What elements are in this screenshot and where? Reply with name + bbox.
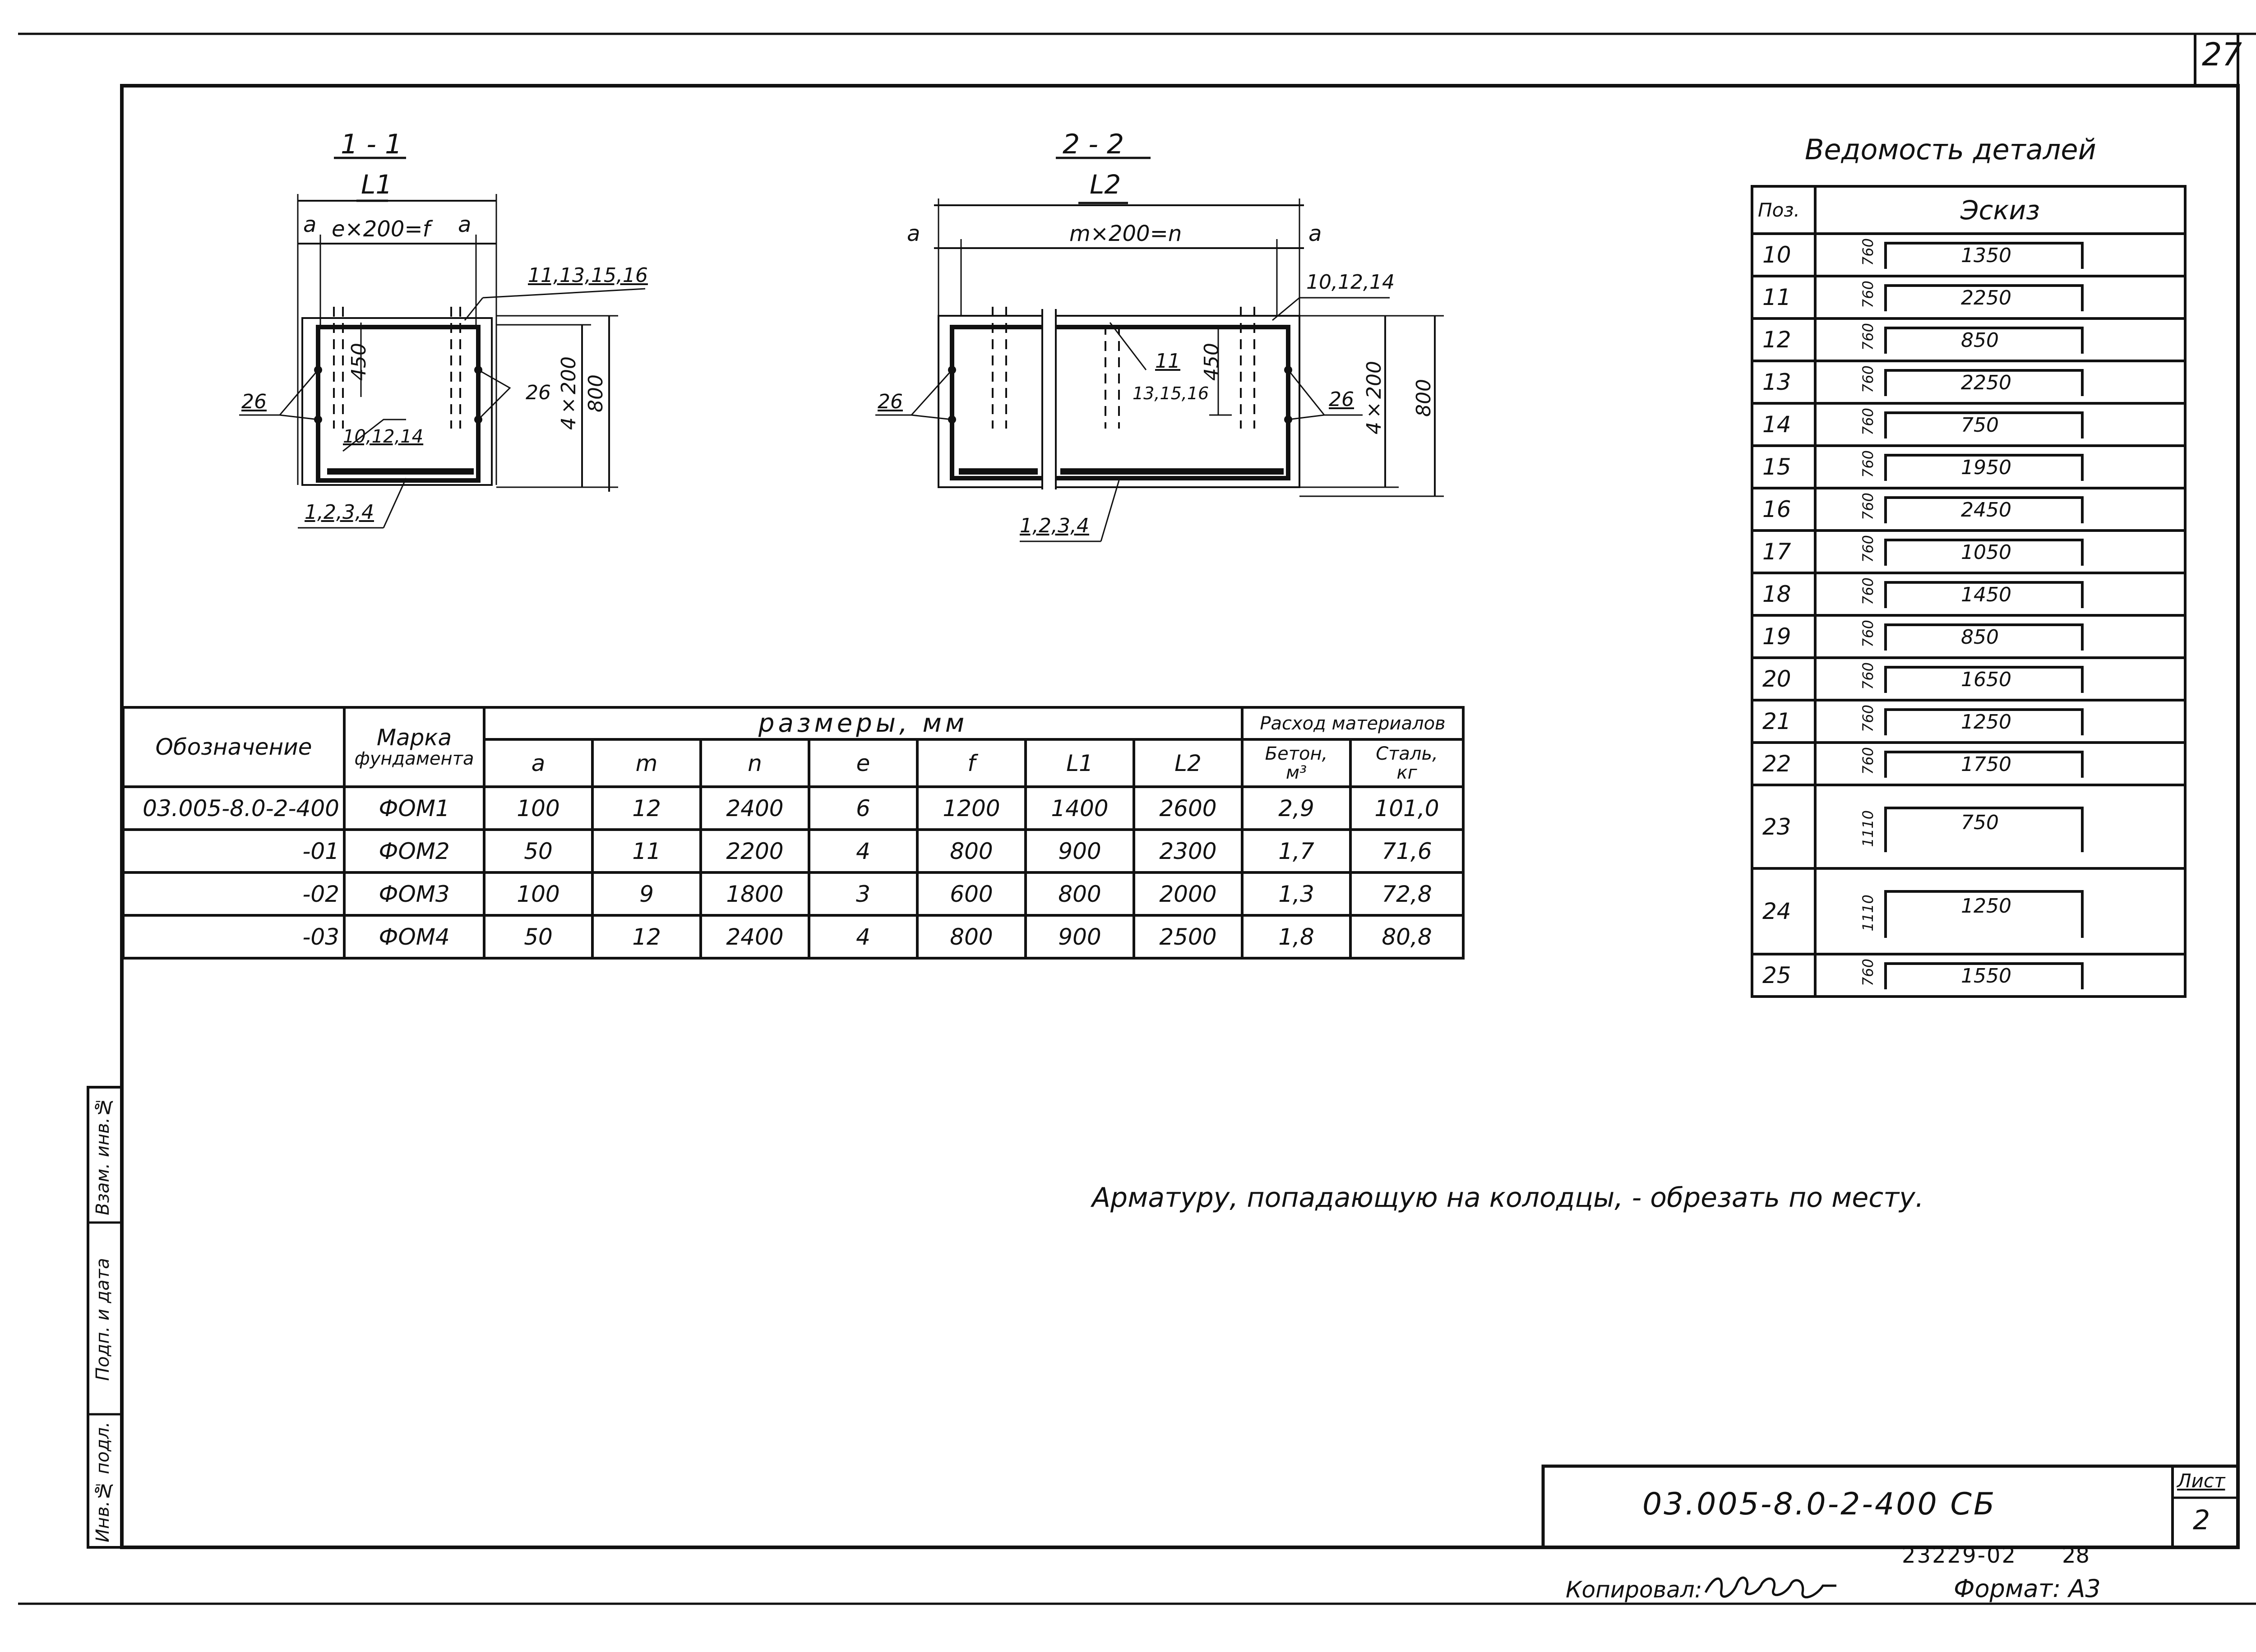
rebar-side-length: 760: [1859, 493, 1877, 521]
rebar-sketch: [1817, 786, 2184, 867]
cell-f: 800: [917, 830, 1026, 872]
rebar-sketch: [1817, 362, 2184, 402]
details-row: [1752, 488, 2185, 531]
section-1-dim-800: 800: [584, 374, 607, 412]
details-row: [1752, 785, 2185, 868]
details-pos: 23: [1752, 785, 1815, 868]
rebar-length: 1350: [1961, 244, 2011, 267]
details-row: [1752, 403, 2185, 446]
cell-concrete: 1,7: [1242, 830, 1350, 872]
footer-page-number: 28: [2062, 1543, 2090, 1568]
rebar-sketch: [1817, 532, 2184, 572]
section-2-dim-a-left: a: [907, 221, 920, 246]
cell-mark: ФОМ1: [344, 787, 484, 830]
cell-e: 3: [809, 872, 917, 915]
details-table: [1751, 185, 2187, 998]
section-2-callout-mid2: 13,15,16: [1133, 383, 1209, 403]
rebar-sketch: [1817, 447, 2184, 487]
cell-a: 50: [484, 830, 592, 872]
cell-concrete: 2,9: [1242, 787, 1350, 830]
section-1-dim-4x200: 4×200: [557, 356, 580, 430]
details-row: [1752, 234, 2185, 276]
header-sizes: размеры, мм: [484, 707, 1242, 739]
details-row: [1752, 954, 2185, 997]
cell-L2: 2600: [1134, 787, 1242, 830]
details-pos: 19: [1752, 615, 1815, 658]
details-header-sketch: Эскиз: [1815, 186, 2185, 234]
rebar-length: 850: [1961, 626, 1999, 649]
rebar-length: 1750: [1961, 753, 2011, 776]
rebar-side-length: 760: [1859, 662, 1877, 690]
footer-format-label: Формат:: [1954, 1574, 2061, 1603]
section-1-callout-bottom: 1,2,3,4: [305, 501, 374, 524]
details-row: [1752, 531, 2185, 573]
cell-f: 800: [917, 915, 1026, 958]
details-sketch: [1815, 868, 2185, 954]
cell-L2: 2000: [1134, 872, 1242, 915]
cell-m: 12: [592, 915, 701, 958]
header-m: m: [592, 739, 701, 787]
rebar-sketch: [1817, 277, 2184, 317]
details-sketch: [1815, 785, 2185, 868]
details-pos: 17: [1752, 531, 1815, 573]
rebar-side-length: 760: [1859, 620, 1877, 648]
cell-designation: 03.005-8.0-2-400: [123, 787, 344, 830]
rebar-sketch: [1817, 701, 2184, 741]
section-1-subtitle: L1: [361, 169, 393, 200]
details-pos: 21: [1752, 700, 1815, 743]
header-a: a: [484, 739, 592, 787]
details-sketch: [1815, 615, 2185, 658]
rebar-length: 750: [1961, 811, 1999, 834]
rebar-side-length: 760: [1859, 705, 1877, 733]
header-steel-line1: Сталь,: [1376, 743, 1438, 764]
section-2-dim-4x200: 4×200: [1363, 361, 1386, 434]
rebar-side-length: 1110: [1859, 895, 1877, 932]
section-2-dim-mid: m×200=n: [1069, 221, 1182, 246]
details-row: [1752, 276, 2185, 318]
cell-n: 2400: [701, 787, 809, 830]
table-row: [123, 787, 1463, 830]
details-sketch: [1815, 361, 2185, 403]
details-sketch: [1815, 658, 2185, 700]
details-sketch: [1815, 488, 2185, 531]
rebar-side-length: 1110: [1859, 810, 1877, 847]
side-replace-inv: Взам. инв.№: [92, 1096, 113, 1216]
section-2-callout-top: 10,12,14: [1306, 271, 1395, 294]
details-pos: 12: [1752, 318, 1815, 361]
details-sketch: [1815, 743, 2185, 785]
rebar-length: 1250: [1961, 895, 2011, 918]
details-sketch: [1815, 573, 2185, 615]
header-mark-line2: фундамента: [354, 748, 474, 770]
cell-a: 100: [484, 787, 592, 830]
rebar-sketch: [1817, 320, 2184, 360]
section-2-callout-left: 26: [878, 390, 903, 413]
cell-a: 100: [484, 872, 592, 915]
footer-copied-label: Копировал:: [1566, 1577, 1702, 1603]
details-sketch: [1815, 954, 2185, 997]
cell-n: 2200: [701, 830, 809, 872]
details-sketch: [1815, 318, 2185, 361]
cell-L1: 1400: [1026, 787, 1134, 830]
header-mark: [344, 707, 484, 787]
details-row: [1752, 658, 2185, 700]
details-row: [1752, 573, 2185, 615]
rebar-side-length: 760: [1859, 323, 1877, 351]
cell-L1: 900: [1026, 830, 1134, 872]
cell-e: 4: [809, 830, 917, 872]
rebar-side-length: 760: [1859, 450, 1877, 478]
rebar-sketch: [1817, 617, 2184, 656]
cell-n: 2400: [701, 915, 809, 958]
rebar-length: 1950: [1961, 456, 2011, 479]
rebar-length: 1550: [1961, 964, 2011, 988]
sheet-corner-number: 27: [2202, 36, 2242, 73]
cell-mark: ФОМ3: [344, 872, 484, 915]
header-e: e: [809, 739, 917, 787]
cell-f: 1200: [917, 787, 1026, 830]
cell-steel: 72,8: [1350, 872, 1463, 915]
section-1-title: 1 - 1: [341, 129, 402, 160]
cell-m: 11: [592, 830, 701, 872]
details-row: [1752, 743, 2185, 785]
header-concrete: [1242, 739, 1350, 787]
cell-L2: 2300: [1134, 830, 1242, 872]
rebar-sketch: [1817, 659, 2184, 699]
details-pos: 11: [1752, 276, 1815, 318]
cell-n: 1800: [701, 872, 809, 915]
details-pos: 22: [1752, 743, 1815, 785]
rebar-sketch: [1817, 870, 2184, 953]
cell-concrete: 1,3: [1242, 872, 1350, 915]
rebar-length: 1250: [1961, 711, 2011, 734]
rebar-sketch: [1817, 489, 2184, 529]
cell-steel: 71,6: [1350, 830, 1463, 872]
header-L2: L2: [1134, 739, 1242, 787]
rebar-length: 750: [1961, 414, 1999, 437]
cell-mark: ФОМ4: [344, 915, 484, 958]
stamp-sheet-number: 2: [2193, 1504, 2210, 1536]
details-sketch: [1815, 234, 2185, 276]
details-pos: 14: [1752, 403, 1815, 446]
side-inv-orig: Инв.№ подл.: [92, 1421, 113, 1542]
section-1-dim-a-left: a: [303, 212, 317, 237]
header-steel-line2: кг: [1396, 762, 1417, 783]
section-1-dim-mid: e×200=f: [332, 217, 430, 242]
section-1-callout-top: 11,13,15,16: [528, 264, 648, 287]
rebar-side-length: 760: [1859, 238, 1877, 266]
cell-steel: 101,0: [1350, 787, 1463, 830]
table-row: [123, 915, 1463, 958]
details-title: Ведомость деталей: [1805, 133, 2096, 166]
section-1-dim-450: 450: [347, 343, 370, 381]
cell-m: 12: [592, 787, 701, 830]
rebar-length: 1650: [1961, 668, 2011, 691]
cell-mark: ФОМ2: [344, 830, 484, 872]
side-sign-date: Подп. и дата: [92, 1258, 113, 1381]
details-sketch: [1815, 446, 2185, 488]
details-pos: 18: [1752, 573, 1815, 615]
rebar-length: 1050: [1961, 541, 2011, 564]
section-2-dim-a-right: a: [1308, 221, 1322, 246]
section-1-callout-left: 26: [241, 390, 267, 413]
details-row: [1752, 868, 2185, 954]
details-header-pos: Поз.: [1752, 186, 1815, 234]
rebar-side-length: 760: [1859, 281, 1877, 309]
rebar-side-length: 760: [1859, 365, 1877, 393]
header-n: n: [701, 739, 809, 787]
details-pos: 16: [1752, 488, 1815, 531]
rebar-side-length: 760: [1859, 577, 1877, 605]
details-row: [1752, 318, 2185, 361]
details-pos: 15: [1752, 446, 1815, 488]
rebar-length: 1450: [1961, 583, 2011, 606]
rebar-sketch: [1817, 574, 2184, 614]
rebar-side-length: 760: [1859, 408, 1877, 436]
header-L1: L1: [1026, 739, 1134, 787]
details-sketch: [1815, 531, 2185, 573]
details-row: [1752, 361, 2185, 403]
stamp-code: 03.005-8.0-2-400 СБ: [1642, 1486, 1997, 1522]
header-f: f: [917, 739, 1026, 787]
header-steel: [1350, 739, 1463, 787]
section-1-callout-right: 26: [526, 381, 551, 404]
cell-designation: -03: [123, 915, 344, 958]
cell-e: 6: [809, 787, 917, 830]
rebar-sketch: [1817, 955, 2184, 995]
header-consumption: Расход материалов: [1242, 707, 1463, 739]
cell-m: 9: [592, 872, 701, 915]
cell-designation: -01: [123, 830, 344, 872]
footer-format: [1954, 1574, 2101, 1603]
details-sketch: [1815, 700, 2185, 743]
details-sketch: [1815, 276, 2185, 318]
table-row: [123, 872, 1463, 915]
table-row: [123, 830, 1463, 872]
rebar-length: 850: [1961, 329, 1999, 352]
footer-order-number: 23229-02: [1902, 1543, 2017, 1568]
rebar-length: 2450: [1961, 498, 2011, 521]
foundation-table: [122, 706, 1465, 960]
cell-e: 4: [809, 915, 917, 958]
header-designation: Обозначение: [123, 707, 344, 787]
cell-steel: 80,8: [1350, 915, 1463, 958]
cell-a: 50: [484, 915, 592, 958]
copier-signature: [1701, 1565, 1850, 1606]
cell-designation: -02: [123, 872, 344, 915]
cell-L1: 800: [1026, 872, 1134, 915]
rebar-side-length: 760: [1859, 535, 1877, 563]
details-pos: 20: [1752, 658, 1815, 700]
details-row: [1752, 615, 2185, 658]
section-2-callout-bottom: 1,2,3,4: [1020, 514, 1089, 537]
cell-L2: 2500: [1134, 915, 1242, 958]
section-1-callout-inner: 10,12,14: [343, 426, 424, 447]
section-2-callout-right: 26: [1329, 388, 1354, 411]
details-pos: 25: [1752, 954, 1815, 997]
details-pos: 13: [1752, 361, 1815, 403]
section-2-callout-mid: 11: [1155, 350, 1180, 373]
rebar-sketch: [1817, 235, 2184, 275]
rebar-length: 2250: [1961, 371, 2011, 394]
cell-L1: 900: [1026, 915, 1134, 958]
rebar-sketch: [1817, 744, 2184, 784]
details-row: [1752, 700, 2185, 743]
stamp-sheet-label: Лист: [2177, 1470, 2225, 1492]
cell-f: 600: [917, 872, 1026, 915]
details-sketch: [1815, 403, 2185, 446]
details-pos: 24: [1752, 868, 1815, 954]
rebar-side-length: 760: [1859, 959, 1877, 987]
cell-concrete: 1,8: [1242, 915, 1350, 958]
section-2-subtitle: L2: [1090, 169, 1121, 200]
section-2-title: 2 - 2: [1063, 129, 1124, 160]
header-concrete-line2: м³: [1285, 762, 1307, 783]
rebar-sketch: [1817, 405, 2184, 444]
header-mark-line1: Марка: [376, 724, 452, 751]
section-2-dim-800: 800: [1412, 379, 1435, 417]
note-text: Арматуру, попадающую на колодцы, - обрезать по месту.: [1092, 1182, 1924, 1214]
details-pos: 10: [1752, 234, 1815, 276]
section-2-dim-450: 450: [1200, 343, 1223, 381]
rebar-length: 2250: [1961, 286, 2011, 309]
section-1-dim-a-right: a: [458, 212, 472, 237]
rebar-side-length: 760: [1859, 747, 1877, 775]
footer-format-value: А3: [2068, 1574, 2101, 1603]
header-concrete-line1: Бетон,: [1265, 743, 1328, 764]
details-row: [1752, 446, 2185, 488]
